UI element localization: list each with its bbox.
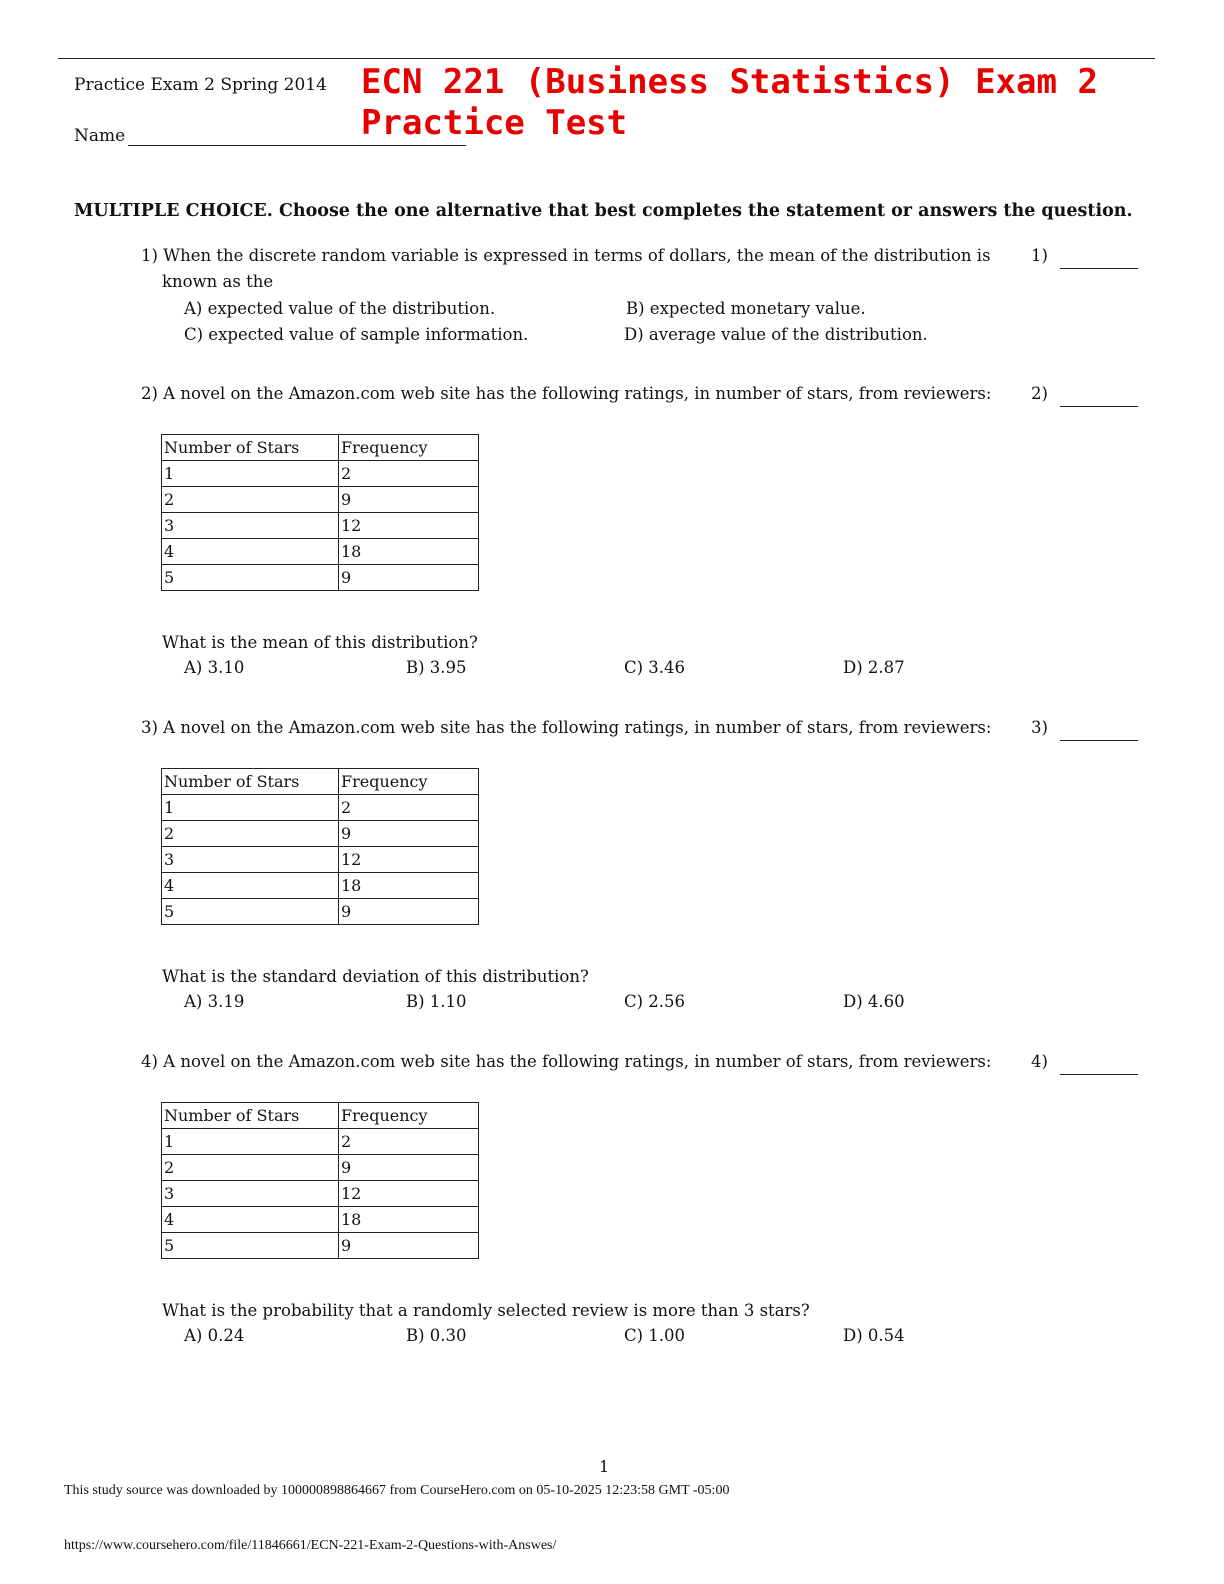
header-frequency: Frequency [339, 1103, 479, 1129]
table-cell: 18 [339, 1207, 479, 1233]
question-4-option-b[interactable]: B) 0.30 [406, 1326, 467, 1345]
table-row [162, 847, 479, 873]
question-1-option-a[interactable]: A) expected value of the distribution. [184, 299, 496, 318]
table-cell: 9 [339, 487, 479, 513]
name-label: Name [74, 126, 126, 146]
question-1-answer-number: 1) [1031, 246, 1048, 265]
table-row [162, 1129, 479, 1155]
source-url[interactable]: https://www.coursehero.com/file/11846661/ECN-221-Exam-2-Questions-with-Answes/ [64, 1538, 557, 1553]
table-header-row [162, 1103, 479, 1129]
question-4-prompt: What is the probability that a randomly selected review is more than 3 stars? [162, 1301, 810, 1320]
question-1-text-line2: known as the [162, 272, 274, 291]
table-cell: 5 [162, 1233, 339, 1259]
table-cell: 9 [339, 1233, 479, 1259]
question-1-option-c[interactable]: C) expected value of sample information. [184, 325, 529, 344]
table-cell: 9 [339, 1155, 479, 1181]
table-cell: 9 [339, 821, 479, 847]
question-4-option-c[interactable]: C) 1.00 [624, 1326, 686, 1345]
download-source-note: This study source was downloaded by 100000898864667 from CourseHero.com on 05-10-2025 12:23:58 GMT -05:00 [64, 1483, 730, 1498]
question-2-option-d[interactable]: D) 2.87 [843, 658, 905, 677]
table-cell: 9 [339, 899, 479, 925]
table-cell: 2 [162, 487, 339, 513]
table-row [162, 821, 479, 847]
header-stars: Number of Stars [162, 769, 339, 795]
table-cell: 5 [162, 899, 339, 925]
question-3-option-c[interactable]: C) 2.56 [624, 992, 686, 1011]
question-3-option-a[interactable]: A) 3.19 [184, 992, 245, 1011]
question-3-answer-line[interactable] [1060, 740, 1138, 741]
table-cell: 12 [339, 847, 479, 873]
table-row [162, 565, 479, 591]
table-row [162, 539, 479, 565]
question-3-text: 3) A novel on the Amazon.com web site has the following ratings, in number of stars, from reviewers: [141, 718, 992, 737]
table-cell: 2 [162, 1155, 339, 1181]
question-4-option-a[interactable]: A) 0.24 [184, 1326, 245, 1345]
table-row [162, 487, 479, 513]
question-2-answer-line[interactable] [1060, 406, 1138, 407]
question-2-option-b[interactable]: B) 3.95 [406, 658, 467, 677]
question-1-option-b[interactable]: B) expected monetary value. [626, 299, 866, 318]
question-2-option-a[interactable]: A) 3.10 [184, 658, 245, 677]
table-header-row [162, 769, 479, 795]
table-cell: 9 [339, 565, 479, 591]
name-blank-line[interactable] [128, 145, 466, 146]
table-cell: 2 [339, 461, 479, 487]
table-cell: 1 [162, 461, 339, 487]
question-4-answer-number: 4) [1031, 1052, 1048, 1071]
question-4-answer-line[interactable] [1060, 1074, 1138, 1075]
question-3-prompt: What is the standard deviation of this distribution? [162, 967, 589, 986]
question-2-prompt: What is the mean of this distribution? [162, 633, 478, 652]
table-header-row [162, 435, 479, 461]
table-cell: 4 [162, 873, 339, 899]
question-3-answer-number: 3) [1031, 718, 1048, 737]
question-2-text: 2) A novel on the Amazon.com web site has the following ratings, in number of stars, from reviewers: [141, 384, 992, 403]
table-cell: 5 [162, 565, 339, 591]
top-rule [58, 58, 1155, 59]
table-row [162, 1233, 479, 1259]
table-row [162, 1155, 479, 1181]
question-2-answer-number: 2) [1031, 384, 1048, 403]
table-cell: 4 [162, 539, 339, 565]
table-cell: 3 [162, 1181, 339, 1207]
table-row [162, 1181, 479, 1207]
question-1-answer-line[interactable] [1060, 268, 1138, 269]
table-cell: 12 [339, 1181, 479, 1207]
question-2-option-c[interactable]: C) 3.46 [624, 658, 686, 677]
exam-label: Practice Exam 2 Spring 2014 [74, 75, 327, 95]
question-3-frequency-table [161, 768, 479, 925]
table-cell: 2 [339, 1129, 479, 1155]
table-cell: 2 [162, 821, 339, 847]
table-cell: 3 [162, 847, 339, 873]
table-row [162, 873, 479, 899]
table-row [162, 461, 479, 487]
section-heading: MULTIPLE CHOICE. Choose the one alternative that best completes the statement or answers the question. [74, 201, 1133, 221]
table-cell: 18 [339, 873, 479, 899]
question-3-option-d[interactable]: D) 4.60 [843, 992, 905, 1011]
table-cell: 1 [162, 795, 339, 821]
question-4-text: 4) A novel on the Amazon.com web site has the following ratings, in number of stars, from reviewers: [141, 1052, 992, 1071]
table-row [162, 795, 479, 821]
table-row [162, 513, 479, 539]
page-number: 1 [599, 1457, 610, 1476]
document-title: ECN 221 (Business Statistics) Exam 2 Practice Test [361, 62, 1098, 143]
question-1-option-d[interactable]: D) average value of the distribution. [624, 325, 928, 344]
header-stars: Number of Stars [162, 435, 339, 461]
question-4-option-d[interactable]: D) 0.54 [843, 1326, 905, 1345]
question-2-frequency-table [161, 434, 479, 591]
header-frequency: Frequency [339, 435, 479, 461]
question-1-text-line1: 1) When the discrete random variable is expressed in terms of dollars, the mean of the distribution is [141, 246, 991, 265]
table-cell: 2 [339, 795, 479, 821]
question-3-option-b[interactable]: B) 1.10 [406, 992, 467, 1011]
table-cell: 18 [339, 539, 479, 565]
table-cell: 3 [162, 513, 339, 539]
table-row [162, 1207, 479, 1233]
table-cell: 4 [162, 1207, 339, 1233]
table-row [162, 899, 479, 925]
question-4-frequency-table [161, 1102, 479, 1259]
table-cell: 12 [339, 513, 479, 539]
header-frequency: Frequency [339, 769, 479, 795]
header-stars: Number of Stars [162, 1103, 339, 1129]
table-cell: 1 [162, 1129, 339, 1155]
